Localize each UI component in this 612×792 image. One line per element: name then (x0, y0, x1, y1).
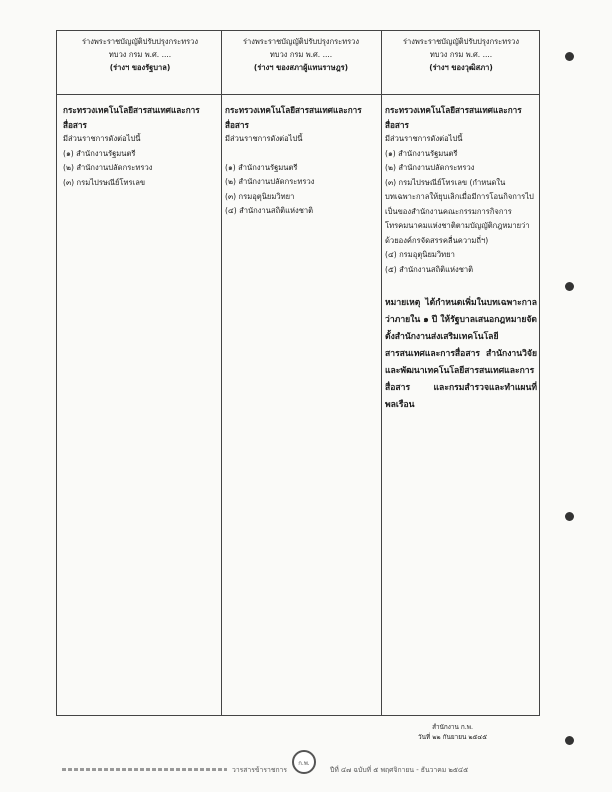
column-divider (381, 31, 382, 715)
binder-hole (565, 736, 574, 745)
list-item: (๒) สำนักงานปลัดกระทรวง (63, 163, 153, 172)
comparison-table (56, 30, 540, 716)
list-item: (๔) กรมอุตุนิยมวิทยา (385, 250, 455, 259)
binder-hole (565, 282, 574, 291)
column-government (63, 103, 215, 190)
list-item: (๑) สำนักงานรัฐมนตรี (385, 148, 458, 158)
list-item: (๓) กรมไปรษณีย์โทรเลข (63, 177, 146, 187)
header-line: ทบวง กรม พ.ศ. .... (108, 50, 172, 59)
column-senate (385, 103, 537, 414)
ministry-title: กระทรวงเทคโนโลยีสารสนเทศและการสื่อสาร (385, 105, 522, 130)
ministry-title: กระทรวงเทคโนโลยีสารสนเทศและการสื่อสาร (63, 105, 200, 130)
intro-text: มีส่วนราชการดังต่อไปนี้ (385, 134, 463, 143)
journal-name: วารสารข้าราชการ (232, 766, 288, 774)
office-name: สำนักงาน ก.พ. (432, 723, 474, 731)
list-item: (๓) กรมอุตุนิยมวิทยา (225, 191, 295, 201)
intro-text: มีส่วนราชการดังต่อไปนี้ (225, 134, 303, 143)
list-item: (๓) กรมไปรษณีย์โทรเลข (กำหนดในบทเฉพาะกาลให้ยุบเลิกเมื่อมีการโอนกิจการไปเป็นของสำนักงานคณะกรรมการกิจการโทรคมนาคมแห่งชาติตามบัญญัติกฎหมายว่าด้วยองค์กรจัดสรรคลื่นความถี่ฯ) (385, 177, 534, 245)
list-item: (๔) สำนักงานสถิติแห่งชาติ (225, 206, 314, 215)
office-stamp (418, 722, 487, 742)
binder-hole (565, 52, 574, 61)
header-source: (ร่างฯ ของรัฐบาล) (109, 63, 171, 72)
header-line: ทบวง กรม พ.ศ. .... (429, 50, 493, 59)
column-house (225, 103, 377, 219)
intro-text: มีส่วนราชการดังต่อไปนี้ (63, 134, 141, 143)
binder-hole (565, 512, 574, 521)
header-line: ร่างพระราชบัญญัติปรับปรุงกระทรวง (402, 37, 520, 46)
column-divider (221, 31, 222, 715)
remark-note: หมายเหตุ ได้กำหนดเพิ่มในบทเฉพาะกาลว่าภายใน ๑ ปี ให้รัฐบาลเสนอกฎหมายจัดตั้งสำนักงานส่งเสริมเทคโนโลยีสารสนเทศและการสื่อสาร สำนักงานวิจัยและพัฒนาเทคโนโลยีสารสนเทศและการสื่อสาร และกรมสำรวจและทำแผนที่พลเรือน (385, 298, 537, 410)
list-item: (๒) สำนักงานปลัดกระทรวง (225, 177, 315, 186)
header-government-draft (61, 35, 219, 74)
list-item: (๑) สำนักงานรัฐมนตรี (225, 162, 298, 172)
list-item: (๕) สำนักงานสถิติแห่งชาติ (385, 264, 474, 274)
list-item: (๒) สำนักงานปลัดกระทรวง (385, 163, 475, 172)
document-date: วันที่ ๒๒ กันยายน ๒๕๔๕ (418, 733, 488, 741)
header-line: ร่างพระราชบัญญัติปรับปรุงกระทรวง (242, 37, 360, 46)
header-senate-draft (382, 35, 540, 74)
journal-issue: ปีที่ ๔๗ ฉบับที่ ๕ พฤศจิกายน - ธันวาคม ๒๕๔๕ (330, 766, 469, 774)
list-item: (๑) สำนักงานรัฐมนตรี (63, 148, 136, 158)
header-source: (ร่างฯ ของสภาผู้แทนราษฎร) (253, 63, 349, 72)
ministry-title: กระทรวงเทคโนโลยีสารสนเทศและการสื่อสาร (225, 105, 362, 130)
header-house-draft (222, 35, 380, 74)
header-line: ทบวง กรม พ.ศ. .... (269, 50, 333, 59)
journal-footer (62, 760, 562, 774)
footer-rule (62, 768, 227, 771)
header-divider (57, 94, 539, 95)
header-source: (ร่างฯ ของวุฒิสภา) (429, 63, 493, 72)
ocsc-logo: ก.พ. (292, 750, 316, 774)
header-line: ร่างพระราชบัญญัติปรับปรุงกระทรวง (81, 37, 199, 46)
